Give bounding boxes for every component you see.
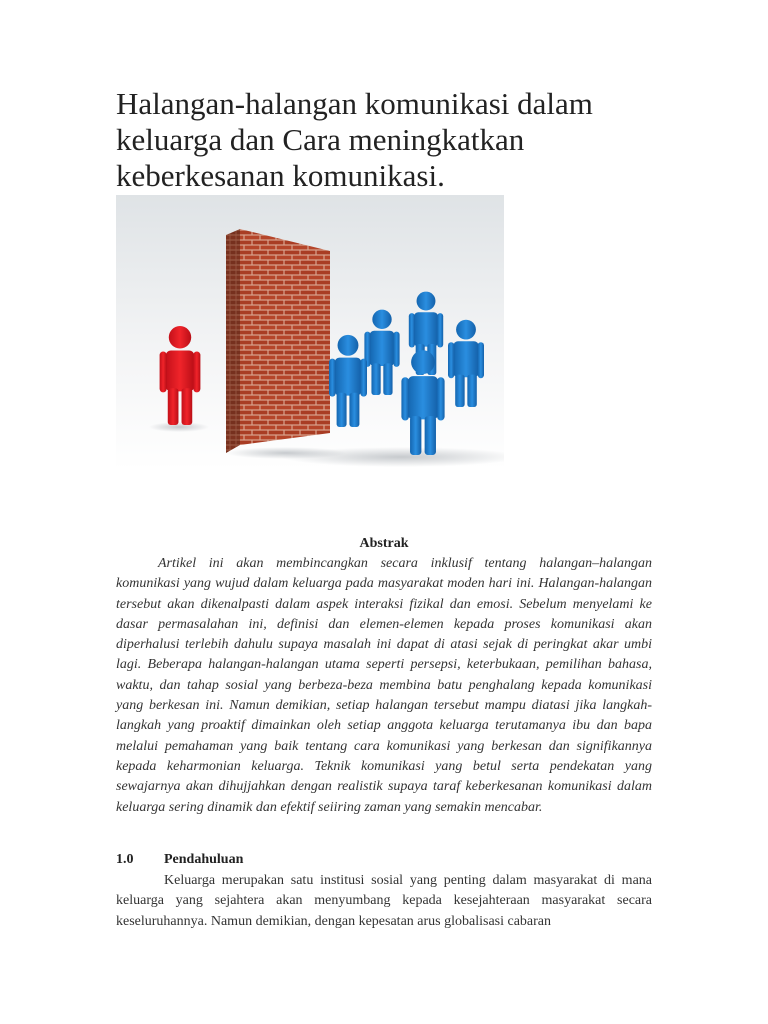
abstract-paragraph: Artikel ini akan membincangkan secara inklusif tentang halangan–halangan komunikasi yang wujud dalam keluarga pada masyarakat moden hari ini. Halangan-halangan tersebut akan dikenalpasti dalam aspek interaksi fizikal dan emosi. Sebelum menyelami ke dasar permasalahan ini, definisi dan elemen-elemen kepada proses komunikasi akan diperhalusi terlebih dahulu supaya masalah ini dapat di atasi sejak di peringkat akar umbi lagi. Beberapa halangan-halangan utama seperti persepsi, keterbukaan, pemilihan bahasa, waktu, dan tahap sosial yang berbeza-beza membina batu penghalang kepada komunikasi yang berkesan ini. Namun demikian, setiap halangan tersebut mampu diatasi jika langkah-langkah yang proaktif dimainkan oleh setiap anggota keluarga terutamanya ibu dan bapa melalui pemahaman yang baik tentang cara komunikasi yang berkesan dan signifikannya kepada keharmonian keluarga. Teknik komunikasi yang betul serta pendekatan yang sewajarnya akan dihujjahkan dengan realistik supaya taraf keberkesanan komunikasi dalam keluarga sering dinamik dan efektif seiiring zaman yang semakin mencabar. xyxy=(116,556,652,815)
section-paragraph: Keluarga merupakan satu institusi sosial yang penting dalam masyarakat di mana keluarga yang sejahtera akan menyumbang kepada kesejahteraan masyarakat secara keseluruhannya. Namun demikian, dengan kepesatan arus globalisasi cabaran xyxy=(116,873,652,929)
document-title: Halangan-halangan komunikasi dalam keluarga dan Cara meningkatkan keberkesanan komunikasi. xyxy=(116,86,593,193)
brick-wall xyxy=(226,229,330,453)
section-number: 1.0 xyxy=(116,852,134,867)
section-heading xyxy=(116,851,243,869)
abstract-heading: Abstrak xyxy=(359,536,409,551)
illustration-figure xyxy=(116,195,504,470)
section-title: Pendahuluan xyxy=(164,852,244,867)
